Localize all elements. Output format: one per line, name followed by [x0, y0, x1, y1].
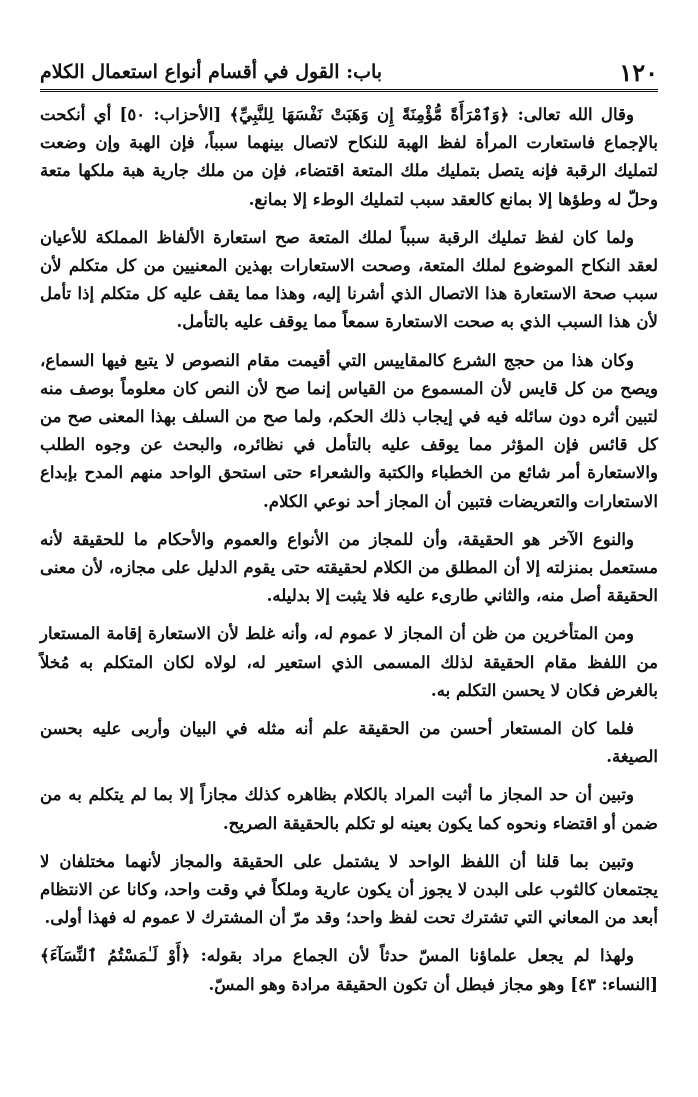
paragraph: ومن المتأخرين من ظن أن المجاز لا عموم له، وأنه غلط لأن الاستعارة إقامة المستعار من اللفظ مقام الحقيقة لذلك المسمى الذي استعير له، لولاه لكان المتكلم به مُخلاً بالغرض فكان لا يحسن التكلم به. — [40, 623, 658, 700]
body-text — [40, 100, 658, 1008]
page-number: ١٢٠ — [619, 57, 658, 87]
chapter-title: باب: القول في أقسام أنواع استعمال الكلام — [40, 61, 383, 83]
paragraph: والنوع الآخر هو الحقيقة، وأن للمجاز من الأنواع والعموم والأحكام ما للحقيقة لأنه مستعمل بمنزلته إلا أن المطلق من الكلام لحقيقته حتى يقوم الدليل على مجازه، لأن معنى الحقيقة أصل منه، والثاني طارىء عليه فلا يثبت إلا بدليله. — [40, 528, 658, 606]
paragraph: ولما كان لفظ تمليك الرقبة سبباً لملك المتعة صح استعارة الألفاظ المملكة للأعيان لعقد النكاح الموضوع لملك المتعة، وصحت الاستعارات بهذين المعنيين من كل متكلم لأن سبب صحة الاستعارة هذا الاتصال الذي أشرنا إليه، وهذا مما يقف عليه كل متكلم إذا تأمل لأن هذا السبب الذي به صحت الاستعارة سمعاً مما يوقف عليه بالتأمل. — [40, 226, 658, 332]
paragraph: وتبين أن حد المجاز ما أثبت المراد بالكلام بظاهره كذلك مجازاً إلا بما لم يتكلم به من ضمن أو اقتضاء ونحوه كما يكون بعينه لو تكلم بالحقيقة الصريح. — [40, 784, 658, 833]
paragraph: ولهذا لم يجعل علماؤنا المسّ حدثاً لأن الجماع مراد بقوله: ﴿أَوْ لَـٰمَسْتُمُ ٱلنِّسَآءَ﴾ [النساء: ٤٣] وهو مجاز فبطل أن تكون الحقيقة مرادة وهو المسّ. — [40, 945, 658, 994]
paragraph: وقال الله تعالى: ﴿وَٱمْرَأَةً مُّؤْمِنَةً إِن وَهَبَتْ نَفْسَهَا لِلنَّبِيِّ﴾ [الأحزاب: ٥٠] أي أنكحت بالإجماع فاستعارت المرأة لفظ الهبة للنكاح لاتصال بينهما سبباً، فإن الهبة وإن وضعت لتمليك الرقبة فإنه يتصل بتمليك ملك المتعة اقتضاء، فإن من ملك جارية هبة ملكها متعة وحلّ له وطؤها إلا بمانع كالعقد سبب لتمليك الوطء إلا بمانع. — [40, 104, 658, 209]
paragraph: وكان هذا من حجج الشرع كالمقاييس التي أقيمت مقام النصوص لا يتبع فيها السماع، ويصح من كل قايس لأن المسموع من القياس إنما صح لأن النص كان معلوماً بوصف منه لتبين أثره دون سائله فيه في إيجاب ذلك الحكم، ولما صح من السلف بهذا المعنى صح من كل قائس فإن المؤثر مما يوقف عليه بالتأمل في نظائره، والبحث عن وجوه الطلب والاستعارة أمر شائع من الخطباء والكتبة والشعراء حتى استحق الواحد منهم المدح بإبداع الاستعارات والتعريضات فتبين أن المجاز أحد نوعي الكلام. — [40, 349, 658, 511]
paragraph: وتبين بما قلنا أن اللفظ الواحد لا يشتمل على الحقيقة والمجاز لأنهما مختلفان لا يجتمعان كالثوب على البدن لا يجوز أن يكون عارية وملكاً في وقت واحد، وكانا عن الانتظام أبعد من المعاني التي تشترك تحت لفظ واحد؛ وقد مرّ أن المشترك لا عموم له فهذا أولى. — [40, 850, 658, 928]
page-header — [40, 55, 658, 92]
paragraph: فلما كان المستعار أحسن من الحقيقة علم أنه مثله في البيان وأربى عليه بحسن الصيغة. — [40, 718, 658, 767]
